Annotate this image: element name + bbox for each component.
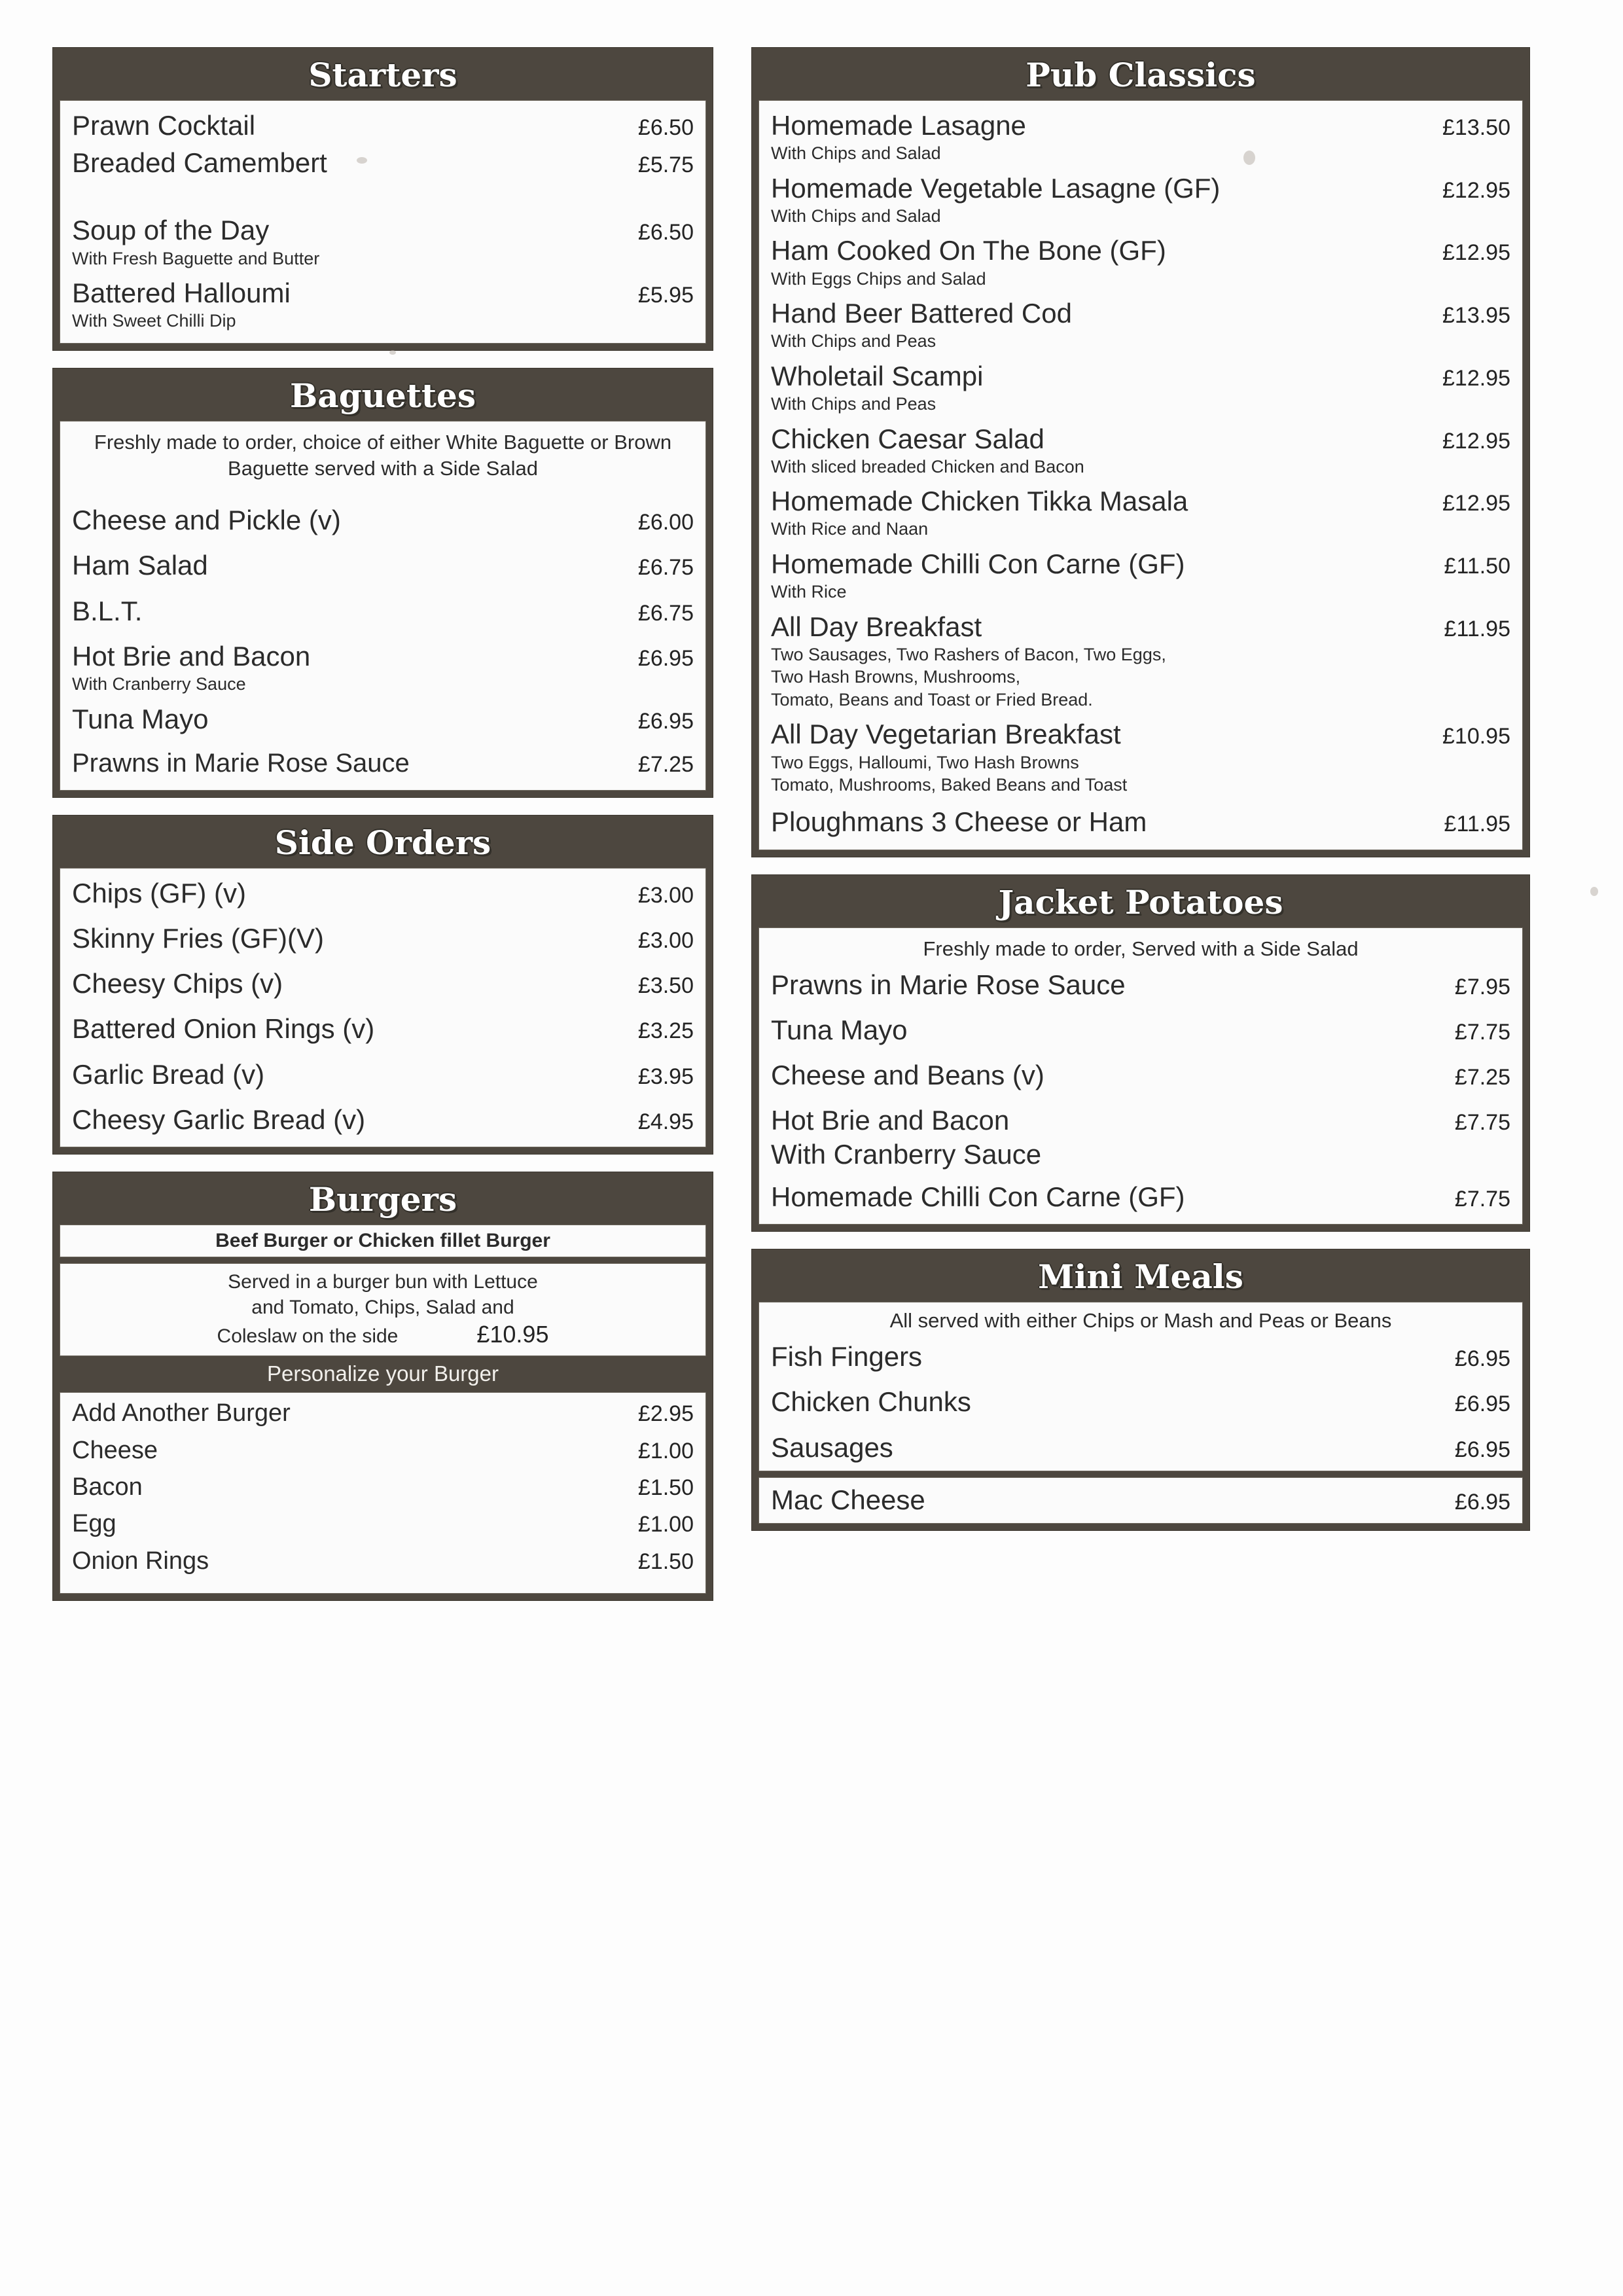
dish-description: With Eggs Chips and Salad — [771, 268, 986, 289]
scan-speck — [357, 157, 367, 164]
burger-served-line-1: Served in a burger bun with Lettuce — [228, 1271, 538, 1293]
dish-name: Soup of the Day — [72, 215, 270, 246]
dish-description: With Rice and Naan — [771, 519, 929, 539]
menu-row[interactable] — [771, 1058, 1510, 1092]
scan-speck — [1243, 151, 1255, 165]
dish-price: £3.25 — [637, 1018, 694, 1044]
dish-name: All Day Breakfast — [771, 611, 982, 642]
menu-row[interactable] — [72, 1435, 694, 1465]
baguettes-panel — [60, 421, 706, 791]
menu-row[interactable] — [771, 1431, 1510, 1464]
dish-name: Chicken Caesar Salad — [771, 423, 1044, 454]
dish-name: Breaded Camembert — [72, 147, 327, 179]
menu-row[interactable] — [771, 1103, 1510, 1137]
dish-price: £1.00 — [637, 1438, 694, 1463]
pub-classics-panel — [758, 100, 1523, 850]
dish-name: B.L.T. — [72, 595, 143, 626]
menu-row[interactable] — [72, 967, 694, 1000]
personalize-burger-banner: Personalize your Burger — [266, 1361, 499, 1386]
menu-row[interactable] — [72, 146, 694, 179]
row-spacer — [72, 481, 694, 503]
dish-price: £3.95 — [637, 1064, 694, 1089]
dish-price: £10.95 — [1442, 724, 1510, 749]
mini-meals-extra-panel — [758, 1477, 1523, 1524]
dish-description: Two Eggs, Halloumi, Two Hash Browns — [771, 752, 1079, 772]
dish-description: With Chips and Salad — [771, 143, 941, 164]
dish-name: Tuna Mayo — [72, 703, 209, 734]
menu-row[interactable] — [72, 1509, 694, 1539]
dish-name: Cheesy Garlic Bread (v) — [72, 1103, 366, 1135]
section-mini-meals — [751, 1249, 1530, 1531]
menu-row[interactable] — [72, 213, 694, 247]
dish-name: Wholetail Scampi — [771, 360, 984, 391]
menu-row[interactable] — [72, 548, 694, 582]
dish-name: Egg — [72, 1510, 116, 1538]
dish-price: £13.95 — [1442, 303, 1510, 329]
dish-price: £1.00 — [637, 1512, 694, 1537]
dish-name: Homemade Vegetable Lasagne (GF) — [771, 172, 1221, 204]
dish-name: Add Another Burger — [72, 1399, 291, 1427]
starters-panel — [60, 100, 706, 344]
dish-price: £2.95 — [637, 1401, 694, 1427]
dish-name: All Day Vegetarian Breakfast — [771, 719, 1121, 750]
dish-name: Sausages — [771, 1431, 893, 1463]
menu-row[interactable] — [771, 968, 1510, 1001]
dish-name: Homemade Chilli Con Carne (GF) — [771, 1181, 1185, 1212]
baguettes-blurb: Freshly made to order, choice of either White Baguette or Brown Baguette served with a Side Salad — [94, 430, 672, 480]
dish-price: £7.25 — [1454, 1065, 1510, 1090]
menu-row[interactable] — [771, 359, 1510, 393]
section-title-burgers: Burgers — [308, 1180, 457, 1219]
dish-price: £13.50 — [1442, 115, 1510, 140]
dish-price: £3.00 — [637, 882, 694, 908]
section-title-starters: Starters — [308, 56, 457, 94]
dish-price: £6.95 — [637, 708, 694, 734]
dish-name: Hand Beer Battered Cod — [771, 298, 1072, 329]
section-pub-classics — [751, 47, 1530, 857]
dish-name: Hot Brie and Bacon — [771, 1105, 1010, 1136]
dish-name: Homemade Lasagne — [771, 110, 1026, 141]
menu-row[interactable] — [72, 594, 694, 628]
dish-name: Chicken Chunks — [771, 1386, 971, 1418]
dish-description: With Cranberry Sauce — [72, 674, 246, 694]
menu-row[interactable] — [771, 296, 1510, 330]
dish-price: £5.75 — [637, 152, 694, 178]
dish-name: Hot Brie and Bacon — [72, 640, 311, 672]
burger-served-line-3: Coleslaw on the side — [217, 1325, 399, 1348]
dish-price: £11.50 — [1444, 553, 1510, 579]
dish-price: £12.95 — [1442, 240, 1510, 266]
section-title-mini-meals: Mini Meals — [1038, 1257, 1243, 1297]
dish-name: Skinny Fries (GF)(V) — [72, 922, 325, 954]
menu-row[interactable] — [72, 1398, 694, 1428]
dish-price: £12.95 — [1442, 428, 1510, 454]
dish-name: Tuna Mayo — [771, 1014, 908, 1045]
menu-row[interactable] — [771, 1013, 1510, 1047]
menu-row[interactable] — [72, 702, 694, 736]
dish-description: With Fresh Baguette and Butter — [72, 248, 320, 268]
row-spacer — [72, 179, 694, 213]
menu-row[interactable] — [771, 171, 1510, 205]
dish-price: £6.50 — [637, 115, 694, 140]
dish-price: £3.00 — [637, 927, 694, 953]
burger-served-line-2: and Tomato, Chips, Salad and — [251, 1297, 514, 1319]
menu-row[interactable] — [771, 1385, 1510, 1418]
dish-price: £1.50 — [637, 1475, 694, 1501]
menu-row[interactable] — [771, 1340, 1510, 1373]
dish-name: Bacon — [72, 1473, 143, 1501]
dish-description: With Sweet Chilli Dip — [72, 311, 236, 331]
menu-row[interactable] — [72, 1058, 694, 1091]
dish-name: Prawns in Marie Rose Sauce — [72, 748, 410, 778]
menu-row[interactable] — [72, 276, 694, 310]
dish-name: Chips (GF) (v) — [72, 877, 246, 908]
dish-price: £6.75 — [637, 600, 694, 626]
dish-name: Cheese — [72, 1436, 158, 1464]
menu-row[interactable] — [771, 610, 1510, 643]
menu-row[interactable] — [771, 717, 1510, 751]
dish-name: Mac Cheese — [771, 1484, 925, 1515]
burger-choice-banner: Beef Burger or Chicken fillet Burger — [60, 1225, 706, 1257]
jacket-potatoes-panel — [758, 927, 1523, 1225]
dish-price: £6.75 — [637, 555, 694, 581]
dish-price: £7.75 — [1454, 1019, 1510, 1045]
dish-price: £6.00 — [637, 510, 694, 535]
menu-row[interactable] — [771, 1483, 1510, 1516]
dish-name: Cheese and Pickle (v) — [72, 505, 341, 536]
dish-name: Battered Halloumi — [72, 278, 291, 309]
dish-name: Ham Cooked On The Bone (GF) — [771, 235, 1166, 266]
section-baguettes — [52, 368, 713, 798]
dish-name: Fish Fingers — [771, 1341, 923, 1372]
dish-price: £7.25 — [637, 751, 694, 777]
banner-gap — [60, 1257, 706, 1263]
menu-row[interactable] — [771, 547, 1510, 581]
menu-row[interactable] — [72, 1546, 694, 1576]
section-side-orders — [52, 815, 713, 1155]
burger-base-price: £10.95 — [476, 1321, 549, 1348]
menu-row[interactable] — [72, 922, 694, 955]
dish-price: £6.95 — [1454, 1346, 1510, 1372]
dish-price: £3.50 — [637, 973, 694, 999]
dish-description: Two Sausages, Two Rashers of Bacon, Two Eggs, — [771, 644, 1166, 664]
dish-name: Homemade Chilli Con Carne (GF) — [771, 548, 1185, 579]
dish-price: £7.75 — [1454, 1110, 1510, 1136]
dish-description: With Cranberry Sauce — [771, 1138, 1042, 1170]
menu-row[interactable] — [771, 109, 1510, 142]
dish-name: Ham Salad — [72, 550, 208, 581]
dish-name: Battered Onion Rings (v) — [72, 1013, 375, 1045]
banner-gap — [758, 1471, 1523, 1477]
dish-name: Garlic Bread (v) — [72, 1058, 265, 1090]
section-burgers — [52, 1172, 713, 1601]
dish-price: £6.50 — [637, 220, 694, 245]
section-jacket-potatoes — [751, 874, 1530, 1232]
menu-row[interactable] — [72, 1472, 694, 1502]
menu-row[interactable] — [72, 1103, 694, 1136]
dish-price: £6.95 — [1454, 1391, 1510, 1417]
row-spacer — [72, 1576, 694, 1587]
jacket-potatoes-blurb: Freshly made to order, Served with a Side Salad — [923, 937, 1359, 960]
menu-row[interactable] — [72, 639, 694, 673]
dish-description: With Chips and Peas — [771, 331, 936, 351]
mini-meals-panel — [758, 1302, 1523, 1471]
menu-row[interactable] — [72, 876, 694, 910]
left-column — [52, 47, 713, 1601]
dish-price: £6.95 — [1454, 1437, 1510, 1462]
dish-description: With Chips and Peas — [771, 394, 936, 414]
dish-name: Prawns in Marie Rose Sauce — [771, 969, 1126, 1000]
dish-description: With Rice — [771, 582, 847, 602]
dish-price: £6.95 — [637, 645, 694, 671]
dish-description-line2: Tomato, Mushrooms, Baked Beans and Toast — [771, 774, 1128, 795]
menu-row[interactable] — [771, 1180, 1510, 1213]
dish-price: £12.95 — [1442, 365, 1510, 391]
burger-served-panel — [60, 1263, 706, 1356]
menu-row[interactable] — [72, 503, 694, 537]
menu-row[interactable] — [771, 422, 1510, 456]
menu-row[interactable] — [72, 747, 694, 780]
menu-row[interactable] — [771, 484, 1510, 518]
dish-description-line2: Two Hash Browns, Mushrooms, — [771, 667, 1021, 687]
dish-name: Ploughmans 3 Cheese or Ham — [771, 806, 1147, 838]
section-title-baguettes: Baguettes — [290, 376, 476, 415]
section-starters — [52, 47, 713, 351]
dish-price: £5.95 — [637, 283, 694, 308]
scan-speck — [1590, 887, 1598, 896]
dish-price: £11.95 — [1444, 812, 1510, 837]
dish-price: £6.95 — [1454, 1489, 1510, 1515]
dish-name: Cheese and Beans (v) — [771, 1060, 1044, 1091]
dish-name: Cheesy Chips (v) — [72, 968, 283, 999]
scan-speck — [389, 350, 396, 355]
burger-extras-panel — [60, 1392, 706, 1594]
menu-row[interactable] — [771, 234, 1510, 267]
dish-description: With sliced breaded Chicken and Bacon — [771, 456, 1084, 476]
section-title-pub-classics: Pub Classics — [1026, 56, 1256, 94]
dish-name: Prawn Cocktail — [72, 110, 256, 141]
dish-price: £7.95 — [1454, 974, 1510, 999]
menu-row[interactable] — [72, 109, 694, 142]
mini-meals-blurb: All served with either Chips or Mash and Peas or Beans — [889, 1309, 1392, 1333]
burger-served-price-row[interactable] — [72, 1320, 694, 1349]
dish-name: Homemade Chicken Tikka Masala — [771, 486, 1188, 517]
right-column — [751, 47, 1530, 1531]
dish-description: With Chips and Salad — [771, 206, 941, 226]
section-title-side-orders: Side Orders — [274, 823, 491, 862]
menu-row[interactable] — [72, 1012, 694, 1045]
dish-price: £12.95 — [1442, 491, 1510, 516]
dish-description-line3: Tomato, Beans and Toast or Fried Bread. — [771, 689, 1093, 709]
dish-price: £1.50 — [637, 1549, 694, 1574]
dish-price: £4.95 — [637, 1109, 694, 1134]
dish-price: £12.95 — [1442, 177, 1510, 203]
side-orders-panel — [60, 868, 706, 1147]
section-title-jacket-potatoes: Jacket Potatoes — [998, 882, 1283, 922]
menu-row[interactable] — [771, 805, 1510, 838]
dish-price: £7.75 — [1454, 1186, 1510, 1211]
dish-name: Onion Rings — [72, 1547, 209, 1575]
dish-price: £11.95 — [1444, 616, 1510, 641]
